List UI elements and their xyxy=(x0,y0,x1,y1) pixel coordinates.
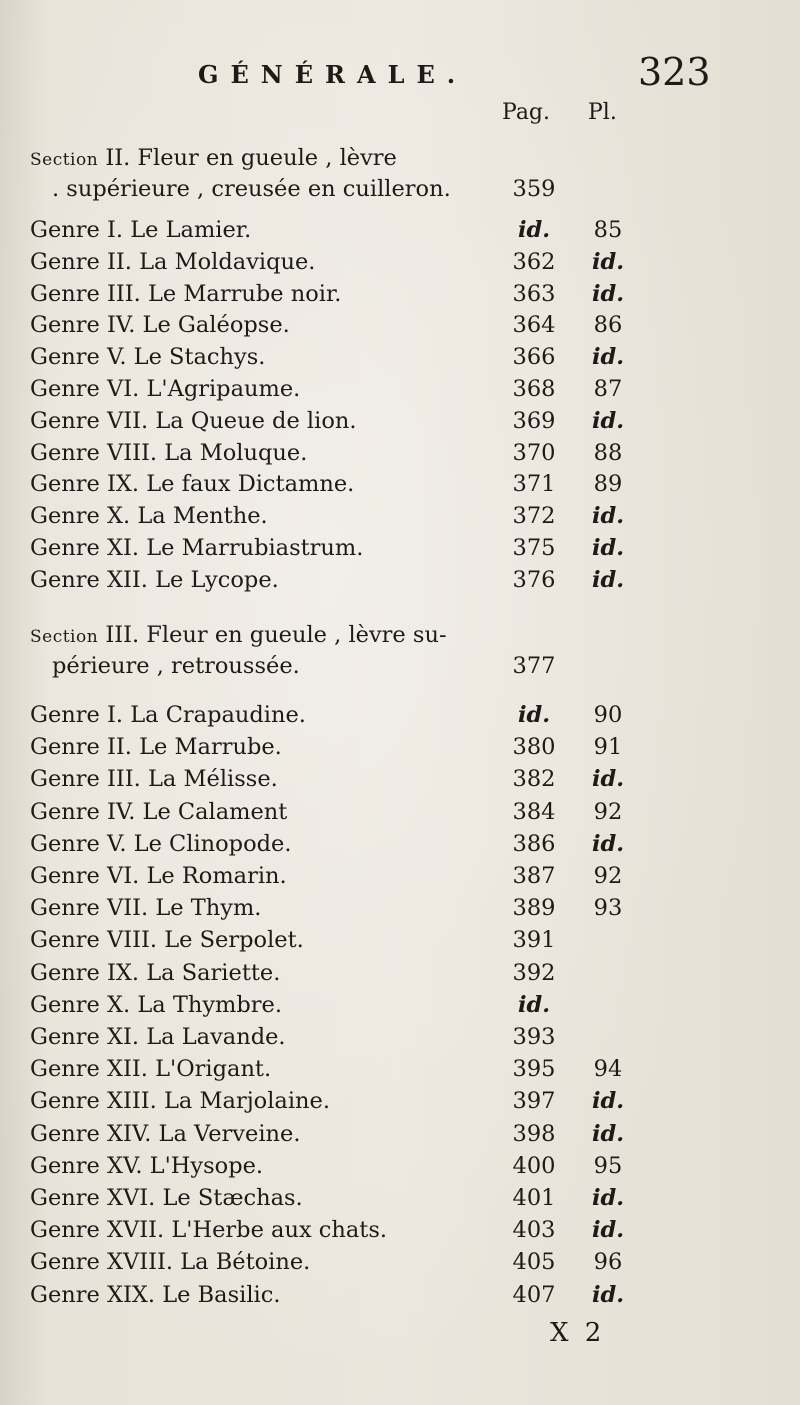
genre-row xyxy=(0,1279,800,1311)
genre-plate: id. xyxy=(591,344,625,371)
genre-page: id. xyxy=(517,702,551,728)
genre-plate: id. xyxy=(591,407,625,434)
genre-row xyxy=(0,924,800,956)
genre-page: 371 xyxy=(512,471,556,498)
genre-plate: 89 xyxy=(593,471,623,498)
genre-name: Genre X. La Menthe. xyxy=(30,503,268,530)
genre-name: Genre II. La Moldavique. xyxy=(30,248,316,275)
genre-plate: 87 xyxy=(593,376,623,402)
genre-page: 407 xyxy=(512,1281,556,1308)
genre-page: 389 xyxy=(512,895,556,922)
genre-plate: id. xyxy=(591,566,625,593)
genre-page: 386 xyxy=(512,830,556,857)
genre-name: Genre VI. Le Romarin. xyxy=(30,863,287,889)
genre-row xyxy=(0,763,800,795)
genre-plate: 93 xyxy=(593,895,623,922)
genre-plate: 90 xyxy=(593,702,623,728)
genre-plate: 91 xyxy=(593,734,623,761)
genre-plate: id. xyxy=(591,1120,625,1147)
genre-row xyxy=(0,1150,800,1182)
genre-row xyxy=(0,468,800,500)
genre-plate: id. xyxy=(591,1185,625,1211)
genre-page: 362 xyxy=(512,248,556,275)
genre-page: 363 xyxy=(512,280,556,307)
genre-page: 376 xyxy=(512,566,556,593)
section-ii-label: Section xyxy=(30,150,99,170)
genre-page: 400 xyxy=(512,1152,556,1179)
genre-plate: 96 xyxy=(593,1249,623,1276)
genre-name: Genre V. Le Clinopode. xyxy=(30,830,292,857)
genre-row xyxy=(0,341,800,373)
genre-row xyxy=(0,860,800,892)
genre-row xyxy=(0,437,800,469)
genre-row xyxy=(0,1214,800,1246)
section-iii-label: Section xyxy=(30,627,99,647)
genre-name: Genre VI. L'Agripaume. xyxy=(30,376,301,402)
genre-row xyxy=(0,1182,800,1214)
column-header-pag: Pag. xyxy=(502,100,551,125)
genre-name: Genre III. La Mélisse. xyxy=(30,766,278,793)
genre-plate: id. xyxy=(591,766,625,793)
genre-page: 366 xyxy=(512,344,556,371)
genre-plate: 85 xyxy=(593,217,623,243)
genre-page: 372 xyxy=(512,503,556,530)
genre-row xyxy=(0,828,800,860)
genre-page: 405 xyxy=(512,1249,556,1276)
genre-plate: 88 xyxy=(593,439,623,466)
genre-row xyxy=(0,957,800,989)
section-iii-text-line2: périeure , retroussée. xyxy=(52,653,300,679)
genre-plate: 92 xyxy=(593,798,623,825)
genre-name: Genre I. Le Lamier. xyxy=(30,217,252,243)
genre-plate: id. xyxy=(591,280,625,307)
genre-plate: id. xyxy=(591,1281,625,1308)
genre-name: Genre XVI. Le Stæchas. xyxy=(30,1185,303,1211)
genre-name: Genre I. La Crapaudine. xyxy=(30,702,306,728)
genre-plate: 95 xyxy=(593,1152,623,1179)
genre-name: Genre IX. Le faux Dictamne. xyxy=(30,471,355,498)
column-headers xyxy=(0,100,800,130)
genre-name: Genre IV. Le Calament xyxy=(30,798,288,825)
genre-row xyxy=(0,214,800,246)
genre-row xyxy=(0,699,800,731)
genre-page: 369 xyxy=(512,407,556,434)
genre-row xyxy=(0,892,800,924)
section-ii-line1 xyxy=(30,143,397,176)
genre-page: 395 xyxy=(512,1056,556,1083)
section-ii-page: 359 xyxy=(512,176,556,202)
genre-page: 368 xyxy=(512,376,556,402)
genre-name: Genre II. Le Marrube. xyxy=(30,734,282,761)
genre-name: Genre III. Le Marrube noir. xyxy=(30,280,342,307)
genre-page: 398 xyxy=(512,1120,556,1147)
genre-row xyxy=(0,246,800,278)
genre-page: 401 xyxy=(512,1185,556,1211)
genre-row xyxy=(0,1053,800,1085)
genre-name: Genre XII. L'Origant. xyxy=(30,1056,272,1083)
genre-page: id. xyxy=(517,217,551,243)
genre-page: 403 xyxy=(512,1217,556,1244)
running-title: GÉNÉRALE. xyxy=(198,60,468,89)
genre-row xyxy=(0,500,800,532)
genre-plate: id. xyxy=(591,1217,625,1244)
genre-page: 392 xyxy=(512,959,556,986)
genre-page: 391 xyxy=(512,927,556,954)
page-header xyxy=(0,50,800,95)
genre-name: Genre IV. Le Galéopse. xyxy=(30,312,290,339)
genre-name: Genre VII. La Queue de lion. xyxy=(30,407,357,434)
genre-page: 380 xyxy=(512,734,556,761)
genre-name: Genre XV. L'Hysope. xyxy=(30,1152,264,1179)
genre-row xyxy=(0,1085,800,1117)
genre-plate: id. xyxy=(591,535,625,561)
genre-row xyxy=(0,278,800,310)
section-ii-text-line2: . supérieure , creusée en cuilleron. xyxy=(52,176,451,202)
genre-name: Genre IX. La Sariette. xyxy=(30,959,281,986)
genre-name: Genre XI. La Lavande. xyxy=(30,1024,286,1050)
genre-plate: 92 xyxy=(593,863,623,889)
genre-row xyxy=(0,731,800,763)
genre-plate: id. xyxy=(591,503,625,530)
genre-plate: id. xyxy=(591,830,625,857)
section-iii-text-line1: III. Fleur en gueule , lèvre su- xyxy=(98,622,447,648)
section-iii-page: 377 xyxy=(512,653,556,679)
genre-page: 370 xyxy=(512,439,556,466)
genre-row xyxy=(0,309,800,341)
genre-row xyxy=(0,564,800,596)
genre-name: Genre XIII. La Marjolaine. xyxy=(30,1088,330,1115)
signature-mark: X 2 xyxy=(550,1318,606,1348)
genre-plate: 94 xyxy=(593,1056,623,1083)
genre-plate: id. xyxy=(591,1088,625,1115)
genre-row xyxy=(0,989,800,1021)
genre-page: id. xyxy=(517,991,551,1018)
genre-name: Genre VIII. Le Serpolet. xyxy=(30,927,304,954)
section-ii-text-line1: II. Fleur en gueule , lèvre xyxy=(98,145,397,171)
genre-page: 364 xyxy=(512,312,556,339)
genre-plate: 86 xyxy=(593,312,623,339)
genre-name: Genre XIX. Le Basilic. xyxy=(30,1281,281,1308)
genre-row xyxy=(0,1246,800,1278)
genre-name: Genre VII. Le Thym. xyxy=(30,895,262,922)
genre-row xyxy=(0,796,800,828)
genre-page: 382 xyxy=(512,766,556,793)
section-iii-line1 xyxy=(30,620,447,653)
genre-row xyxy=(0,532,800,564)
genre-row xyxy=(0,405,800,437)
genre-name: Genre XI. Le Marrubiastrum. xyxy=(30,535,364,561)
page-number: 323 xyxy=(638,50,711,94)
genre-row xyxy=(0,373,800,405)
genre-page: 397 xyxy=(512,1088,556,1115)
genre-name: Genre X. La Thymbre. xyxy=(30,991,283,1018)
genre-name: Genre V. Le Stachys. xyxy=(30,344,266,371)
genre-name: Genre VIII. La Moluque. xyxy=(30,439,308,466)
genre-page: 387 xyxy=(512,863,556,889)
genre-page: 375 xyxy=(512,535,556,561)
genre-page: 384 xyxy=(512,798,556,825)
genre-row xyxy=(0,1118,800,1150)
genre-name: Genre XVII. L'Herbe aux chats. xyxy=(30,1217,388,1244)
genre-row xyxy=(0,1021,800,1053)
genre-name: Genre XVIII. La Bétoine. xyxy=(30,1249,311,1276)
column-header-pl: Pl. xyxy=(588,100,617,125)
genre-name: Genre XII. Le Lycope. xyxy=(30,566,279,593)
genre-name: Genre XIV. La Verveine. xyxy=(30,1120,301,1147)
genre-plate: id. xyxy=(591,248,625,275)
genre-page: 393 xyxy=(512,1024,556,1050)
